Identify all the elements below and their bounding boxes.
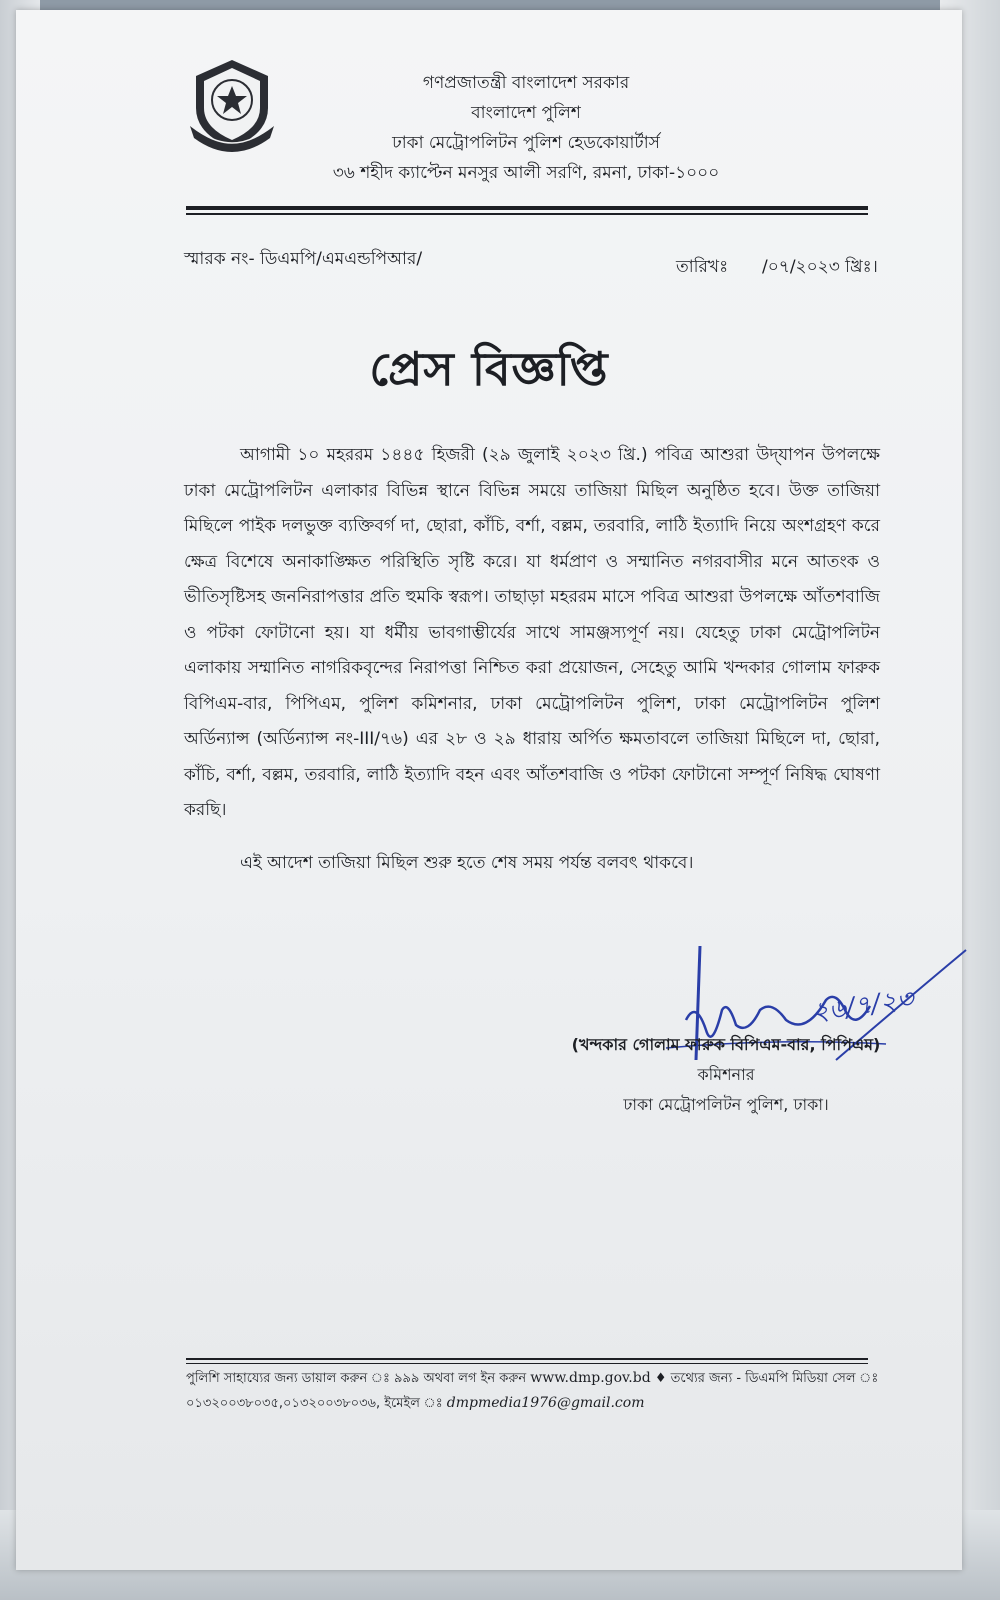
- order-paragraph: এই আদেশ তাজিয়া মিছিল শুরু হতে শেষ সময় পর্যন্ত বলবৎ থাকবে।: [240, 853, 694, 873]
- footer: [186, 1366, 879, 1416]
- footer-email: dmpmedia1976@gmail.com: [446, 1395, 645, 1411]
- signatory-block: [556, 1030, 896, 1120]
- letterhead-headquarters: ঢাকা মেট্রোপলিটন পুলিশ হেডকোয়ার্টার্স: [392, 133, 660, 153]
- date-value: /০৭/২০২৩ খ্রিঃ।: [762, 257, 878, 277]
- police-seal-icon: [184, 56, 280, 152]
- footer-rule-thin: [186, 1363, 868, 1364]
- signatory-designation: কমিশনার: [697, 1065, 755, 1084]
- document-title: প্রেস বিজ্ঞপ্তি: [369, 342, 609, 396]
- footer-line-2: [186, 1391, 868, 1416]
- date-label: তারিখঃ: [676, 257, 729, 277]
- header-rule-thick: [186, 206, 868, 210]
- footer-media-cell: ♦ তথ্যের জন্য - ডিএমপি মিডিয়া সেল ঃ: [654, 1371, 879, 1386]
- letterhead-police: বাংলাদেশ পুলিশ: [471, 103, 581, 123]
- letterhead: [316, 68, 736, 188]
- header-rule-thin: [186, 213, 868, 215]
- letterhead-government: গণপ্রজাতন্ত্রী বাংলাদেশ সরকার: [422, 73, 630, 93]
- body-paragraph: আগামী ১০ মহররম ১৪৪৫ হিজরী (২৯ জুলাই ২০২৩ খ্রি.) পবিত্র আশুরা উদ্‌যাপন উপলক্ষে ঢাকা মেট্রোপলিটন এলাকার বিভিন্ন স্থানে বিভিন্ন সময়ে তাজিয়া মিছিল অনুষ্ঠিত হবে। উক্ত তাজিয়া মিছিলে পাইক দলভুক্ত ব্যক্তিবর্গ দা, ছোরা, কাঁচি, বর্শা, বল্লম, তরবারি, লাঠি ইত্যাদি নিয়ে অংশগ্রহণ করে ক্ষেত্র বিশেষে অনাকাঙ্ক্ষিত পরিস্থিতি সৃষ্টি করে। যা ধর্মপ্রাণ ও সম্মানিত নগরবাসীর মনে আতংক ও ভীতিসৃষ্টিসহ জননিরাপত্তার প্রতি হুমকি স্বরূপ। তাছাড়া মহররম মাসে পবিত্র আশুরা উপলক্ষে আঁতশবাজি ও পটকা ফোটানো হয়। যা ধর্মীয় ভাবগাম্ভীর্যের সাথে সামঞ্জস্যপূর্ণ নয়। যেহেতু ঢাকা মেট্রোপলিটন এলাকায় সম্মানিত নাগরিকবৃন্দের নিরাপত্তা নিশ্চিত করা প্রয়োজন, সেহেতু আমি খন্দকার গোলাম ফারুক বিপিএম-বার, পিপিএম, পুলিশ কমিশনার, ঢাকা মেট্রোপলিটন পুলিশ, ঢাকা মেট্রোপলিটন পুলিশ অর্ডিন্যান্স (অর্ডিন্যান্স নং-III/৭৬) এর ২৮ ও ২৯ ধারায় অর্পিত ক্ষমতাবলে তাজিয়া মিছিলে দা, ছোরা, কাঁচি, বর্শা, বল্লম, তরবারি, লাঠি ইত্যাদি বহন এবং আঁতশবাজি ও পটকা ফোটানো সম্পূর্ণ নিষিদ্ধ ঘোষণা করছি।: [184, 445, 880, 820]
- footer-website: www.dmp.gov.bd: [530, 1370, 651, 1386]
- signature-date: ২৬/৭/২৩: [810, 984, 916, 1028]
- document-page: [16, 10, 962, 1570]
- footer-rule-thick: [186, 1358, 868, 1360]
- memo-reference: স্মারক নং- ডিএমপি/এমএন্ডপিআর/: [184, 249, 423, 269]
- signatory-office: ঢাকা মেট্রোপলিটন পুলিশ, ঢাকা।: [623, 1095, 829, 1114]
- footer-phones: ০১৩২০০৩৮০৩৫,০১৩২০০৩৮০৩৬, ইমেইল ঃ: [186, 1396, 443, 1411]
- signatory-name: (খন্দকার গোলাম ফারুক বিপিএম-বার, পিপিএম): [571, 1035, 881, 1054]
- footer-helpline: পুলিশি সাহায্যের জন্য ডায়াল করুন ঃ ৯৯৯ অথবা লগ ইন করুন: [186, 1371, 527, 1386]
- letterhead-address: ৩৬ শহীদ ক্যাপ্টেন মনসুর আলী সরণি, রমনা, ঢাকা-১০০০: [332, 163, 720, 183]
- footer-line-1: [186, 1366, 879, 1391]
